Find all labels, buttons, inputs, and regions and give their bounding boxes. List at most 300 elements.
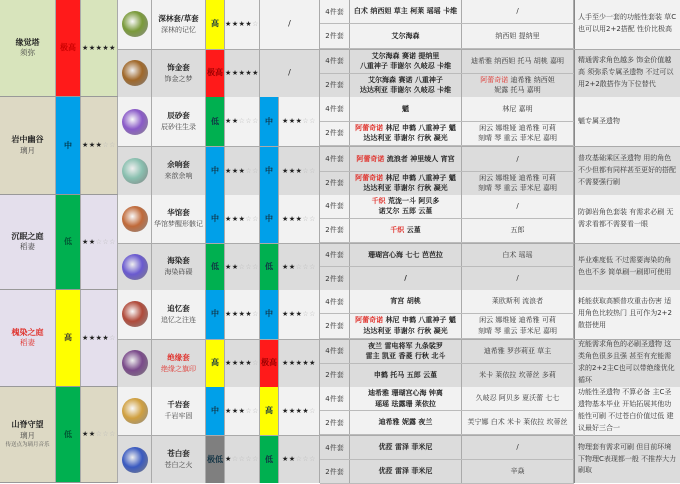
alt-characters [462, 147, 574, 171]
character-line [476, 393, 560, 404]
domain-name: 缘觉塔 [15, 37, 40, 47]
set-rating [225, 244, 260, 291]
star-icon: ★ [295, 406, 303, 415]
character-line [366, 351, 446, 362]
artifact-icon [118, 0, 152, 49]
flower-icon [122, 109, 148, 135]
set-name-cell [152, 290, 206, 339]
character-line [355, 123, 456, 134]
character-line [404, 273, 407, 284]
set-value-badge: 中 [206, 147, 225, 195]
best-characters [350, 267, 462, 290]
star-icon: ★ [231, 310, 239, 319]
alt-characters [462, 364, 574, 387]
character-names: 流浪者 神里绫人 宵宫 [386, 154, 455, 163]
piece-row [320, 267, 574, 291]
character-names: 五郎 [510, 225, 525, 234]
star-icon: ★ [288, 262, 296, 271]
character-line [511, 466, 525, 477]
star-icon: ★ [225, 166, 232, 175]
character-names: 诺艾尔 五郎 云堇 [378, 207, 433, 216]
set-full-name: 深林的记忆 [161, 25, 196, 34]
set-value-badge: 高 [206, 340, 225, 388]
piece-count: 2件套 [320, 364, 350, 387]
alt-characters [462, 267, 574, 290]
piece-count: 4件套 [320, 340, 350, 363]
piece-count: 4件套 [320, 290, 350, 313]
artifact-set-row [118, 435, 680, 483]
star-icon: ★ [82, 237, 89, 246]
highlight-character: 阿蕾奇诺 [480, 75, 509, 84]
piece-count: 2件套 [320, 411, 350, 434]
set-value-badge: 中 [206, 195, 225, 243]
set-short-name: 千岩套 [167, 400, 190, 410]
character-line [480, 75, 554, 86]
character-names: / [516, 202, 519, 211]
set-short-name: 余响套 [167, 160, 190, 170]
set-rating-2 [279, 147, 320, 195]
flower-icon [122, 301, 148, 327]
set-stars [225, 19, 259, 29]
star-icon: ★ [82, 141, 89, 150]
character-line [402, 104, 409, 115]
set-value-badge-2: 极高 [260, 340, 279, 388]
set-short-name: 海染套 [167, 256, 190, 266]
set-value-badge-2: 中 [260, 147, 279, 195]
star-icon: ★ [282, 262, 289, 271]
character-names: 纳西妲 提纳里 [495, 31, 540, 40]
character-names: 瑶瑶 珐露珊 莱依拉 [375, 399, 436, 408]
piece-row [320, 195, 574, 219]
star-icon: ★ [95, 43, 103, 52]
set-value-badge: 低 [206, 244, 225, 291]
set-stars [225, 454, 259, 464]
domain-value-badge: 低 [56, 195, 81, 289]
set-short-name: 绝缘套 [167, 352, 190, 362]
character-line [379, 466, 433, 477]
star-icon: ★ [238, 20, 246, 29]
best-characters [350, 340, 462, 363]
set-short-name: 苍白套 [167, 448, 190, 458]
best-characters [350, 50, 462, 73]
domain-name-cell [0, 0, 56, 96]
domain-stars [82, 140, 116, 150]
star-icon: ☆ [245, 262, 253, 271]
set-value-badge-2: 中 [260, 290, 279, 339]
star-icon: ☆ [295, 262, 303, 271]
alt-characters [462, 74, 574, 97]
star-icon: ★ [282, 406, 289, 415]
character-names: 云堇 [406, 225, 421, 234]
set-stars [225, 358, 259, 368]
star-icon: ☆ [309, 455, 316, 464]
character-names: 迪希雅 珊瑚宫心海 钟离 [368, 389, 443, 397]
set-comment: 耗能获取高额普攻重击伤害 适用角色比较热门 且可作为2+2散搭使用 [574, 290, 680, 339]
character-line [479, 173, 556, 184]
character-line [390, 296, 420, 307]
artifact-icon [118, 97, 152, 146]
piece-row [320, 290, 574, 314]
best-characters [350, 97, 462, 121]
star-icon: ★ [238, 406, 246, 415]
piece-row [320, 314, 574, 338]
set-stars-2 [282, 454, 316, 464]
star-icon: ★ [288, 214, 296, 223]
set-value-badge: 低 [206, 97, 225, 146]
set-rating-2 [279, 195, 320, 243]
domain-region: 稻妻 [20, 242, 35, 252]
alt-characters [462, 122, 574, 146]
domain-name-cell [0, 97, 56, 194]
star-icon: ★ [238, 359, 246, 368]
character-names: 芙宁娜 白术 米卡 莱依拉 坎蒂丝 [467, 418, 568, 427]
set-rating [225, 290, 260, 339]
star-icon: ★ [88, 43, 96, 52]
star-icon: ☆ [252, 310, 259, 319]
star-icon: ☆ [245, 214, 253, 223]
star-icon: ☆ [245, 455, 253, 464]
domain-row [0, 195, 680, 290]
star-icon: ☆ [109, 333, 116, 342]
artifact-icon [118, 387, 152, 435]
character-names: 刻晴 琴 重云 菲米尼 嘉明 [478, 134, 557, 143]
character-line [516, 154, 518, 165]
piece-count: 4件套 [320, 0, 350, 23]
set-rating-2 [279, 436, 320, 483]
best-characters [350, 195, 462, 218]
character-line [355, 315, 456, 326]
domain-row [0, 387, 680, 483]
flower-icon [122, 398, 148, 424]
set-full-name: 苍白之火 [164, 460, 193, 469]
character-line [516, 273, 518, 284]
character-names: 林尼 申鹤 八重神子 魈 [385, 173, 456, 182]
domain-stars [82, 333, 116, 343]
star-icon: ★ [288, 455, 296, 464]
piece-row [320, 460, 574, 484]
flower-icon [122, 447, 148, 473]
set-stars-2 [282, 309, 316, 319]
star-icon: ★ [282, 117, 289, 126]
character-line [368, 250, 443, 261]
star-icon: ★ [231, 262, 239, 271]
star-icon: ★ [231, 359, 239, 368]
star-icon: ☆ [302, 455, 310, 464]
star-icon: ★ [82, 430, 89, 439]
set-short-name: 华馆套 [167, 208, 190, 218]
star-icon: ★ [245, 359, 253, 368]
character-names: 艾尔海森 赛诺 八重神子 [368, 75, 443, 84]
domain-row [0, 290, 680, 387]
piece-row [320, 0, 574, 24]
character-names: 迪希雅 纳西妲 [510, 75, 555, 84]
domain-row [0, 97, 680, 195]
best-characters [350, 314, 462, 337]
character-line [471, 56, 564, 67]
character-names: 优菈 雷泽 菲米尼 [378, 443, 433, 452]
piece-count: 4件套 [320, 436, 350, 459]
character-line [363, 326, 447, 337]
star-icon: ★ [231, 214, 239, 223]
alt-characters [462, 460, 574, 483]
piece-count: 4件套 [320, 50, 350, 73]
piece-row [320, 411, 574, 435]
character-line [355, 173, 456, 184]
star-icon: ☆ [302, 214, 310, 223]
alt-characters [462, 387, 574, 410]
star-icon: ☆ [309, 166, 316, 175]
character-names: 闲云 娜维娅 迪希雅 可莉 [479, 173, 556, 182]
character-line [356, 154, 454, 165]
star-icon: ★ [225, 359, 232, 368]
artifact-set-row [118, 339, 680, 388]
set-rating [225, 0, 260, 49]
set-rating [225, 195, 260, 243]
set-comment: 功能性圣遗物 不算必备 主C圣遗物基本毕业 开始拓展其他功能性可刷 不过苍白价值过低 建议最好三合一 [574, 387, 680, 435]
alt-characters [462, 219, 574, 242]
domain-rating [81, 195, 118, 289]
domain-stars [82, 43, 116, 53]
character-names: / [404, 274, 407, 283]
star-icon: ★ [245, 310, 253, 319]
star-icon: ★ [225, 214, 232, 223]
star-icon: ☆ [245, 117, 253, 126]
star-icon: ★ [102, 333, 110, 342]
alt-characters [462, 290, 574, 313]
character-line [390, 225, 420, 236]
set-rating [225, 387, 260, 435]
character-names: 达达利亚 菲谢尔 行秋 凝光 [363, 184, 448, 193]
star-icon: ☆ [238, 262, 246, 271]
set-value-badge-2: 低 [260, 436, 279, 483]
piece-count: 2件套 [320, 172, 350, 196]
domain-region: 璃月 [20, 430, 35, 440]
character-line [374, 370, 437, 381]
piece-row [320, 74, 574, 98]
star-icon: ☆ [252, 406, 259, 415]
set-stars [225, 68, 259, 78]
star-icon: ★ [95, 333, 103, 342]
set-name-cell [152, 244, 206, 291]
character-line [368, 388, 443, 399]
domain-name: 槐染之庭 [11, 327, 44, 337]
artifact-icon [118, 436, 152, 483]
alt-characters [462, 436, 574, 459]
character-line [516, 201, 518, 212]
set-value-badge: 极低 [206, 436, 225, 483]
set-full-name: 来歆余响 [164, 172, 193, 181]
highlight-character: 千织 [371, 196, 386, 205]
set-comment: 充能需求角色的必刷圣遗物 这类角色很多且强 甚至有充能需求的2+2主C也可以带绝缘优化循环 [574, 340, 680, 388]
character-line [392, 31, 420, 42]
star-icon: ★ [238, 310, 246, 319]
set-full-name: 追忆之注连 [161, 315, 196, 324]
character-line [484, 346, 551, 357]
character-names: 迪希雅 罗莎莉亚 草主 [483, 346, 552, 355]
star-icon: ☆ [302, 166, 310, 175]
star-icon: ★ [282, 359, 289, 368]
set-short-name: 深林套/草套 [158, 13, 199, 23]
character-line [502, 104, 532, 115]
flower-icon [122, 206, 148, 232]
star-icon: ★ [102, 43, 110, 52]
set-comment: 防御岩角色套装 有需求必刷 无需求看都不需要看一眼 [574, 195, 680, 243]
domain-name: 沉眠之庭 [11, 231, 44, 241]
highlight-character: 阿蕾奇诺 [355, 173, 384, 182]
star-icon: ☆ [95, 237, 103, 246]
set-stars [225, 214, 259, 224]
star-icon: ☆ [252, 166, 259, 175]
piece-row [320, 147, 574, 172]
star-icon: ★ [231, 117, 239, 126]
star-icon: ★ [282, 455, 289, 464]
set-rating [225, 50, 260, 98]
star-icon: ★ [231, 406, 239, 415]
highlight-character: 千织 [390, 225, 405, 234]
character-line [478, 133, 557, 144]
set-value-badge: 中 [206, 387, 225, 435]
star-icon: ☆ [252, 359, 259, 368]
set-rating [225, 340, 260, 388]
character-line [492, 296, 543, 307]
piece-row [320, 387, 574, 411]
artifact-icon [118, 50, 152, 98]
star-icon: ☆ [102, 430, 110, 439]
star-icon: ★ [282, 310, 289, 319]
star-icon: ★ [95, 141, 103, 150]
set-stars [225, 116, 259, 126]
set-stars [225, 309, 259, 319]
piece-count: 2件套 [320, 122, 350, 146]
star-icon: ★ [252, 69, 259, 78]
character-names: 艾尔海森 赛诺 提纳里 [371, 51, 440, 60]
character-line [516, 442, 518, 453]
alt-characters [462, 97, 574, 121]
set-name-cell [152, 436, 206, 483]
set-comment: 人手至少一套的功能性套装 草C也可以用2+2搭配 性价比极高 [574, 0, 680, 49]
artifact-set-row [118, 146, 680, 195]
star-icon: ★ [288, 359, 296, 368]
domain-stars [82, 237, 116, 247]
set-rating-2 [279, 244, 320, 291]
set-stars [225, 166, 259, 176]
star-icon: ☆ [245, 406, 253, 415]
character-names: 八重神子 菲谢尔 久岐忍 卡维 [359, 62, 452, 71]
character-line [368, 75, 443, 86]
set-comment: 物理套有需求可刷 但目前环境下物理C表现都一般 不推荐大力刷取 [574, 436, 680, 483]
star-icon: ★ [238, 69, 246, 78]
piece-row [320, 122, 574, 147]
star-icon: ★ [288, 310, 296, 319]
character-line [360, 61, 451, 72]
domain-rating [81, 97, 118, 194]
flower-icon [122, 60, 148, 86]
star-icon: ☆ [231, 455, 239, 464]
artifact-icon [118, 195, 152, 243]
character-names: 刻晴 琴 重云 菲米尼 嘉明 [478, 184, 557, 193]
star-icon: ★ [225, 406, 232, 415]
character-names: 珊瑚宫心海 七七 芭芭拉 [368, 250, 443, 259]
character-names: 迪希雅 妮露 夜兰 [378, 418, 433, 427]
star-icon: ★ [288, 117, 296, 126]
set-full-name: 辰砂往生录 [161, 122, 196, 131]
star-icon: ★ [245, 20, 253, 29]
star-icon: ★ [309, 359, 316, 368]
star-icon: ☆ [245, 166, 253, 175]
set-rating-2 [279, 387, 320, 435]
character-line [363, 183, 447, 194]
piece-count: 2件套 [320, 314, 350, 337]
set-comment: 魈专属圣遗物 [574, 97, 680, 146]
character-names: 闲云 娜维娅 迪希雅 可莉 [479, 123, 556, 132]
character-names: 达达利亚 菲谢尔 行秋 凝光 [363, 134, 448, 143]
set-short-name: 辰砂套 [167, 110, 190, 120]
piece-row [320, 172, 574, 197]
character-line [354, 6, 457, 17]
star-icon: ☆ [102, 237, 110, 246]
character-names: 辛焱 [510, 467, 525, 476]
character-names: 宵宫 胡桃 [390, 297, 421, 306]
artifact-set-row [118, 243, 680, 291]
character-names: 雷主 凯亚 香菱 行秋 北斗 [365, 352, 446, 361]
set-name-cell [152, 387, 206, 435]
set-value-badge-2: 低 [260, 244, 279, 291]
best-characters [350, 460, 462, 483]
character-line [360, 85, 451, 96]
character-names: 艾尔海森 [391, 31, 420, 40]
artifact-set-row [118, 49, 680, 98]
piece-count: 2件套 [320, 219, 350, 242]
artifact-icon [118, 147, 152, 195]
domain-name-cell [0, 195, 56, 289]
star-icon: ★ [88, 333, 96, 342]
character-line [375, 399, 436, 410]
character-names: 白术 纳西妲 草主 柯莱 瑶瑶 卡维 [353, 7, 458, 16]
set-stars-2 [282, 214, 316, 224]
star-icon: ★ [231, 166, 239, 175]
highlight-character: 阿蕾奇诺 [355, 123, 384, 132]
star-icon: ★ [88, 237, 96, 246]
star-icon: ★ [302, 406, 310, 415]
domain-name-cell [0, 387, 56, 482]
set-name-cell [152, 340, 206, 388]
star-icon: ★ [231, 20, 239, 29]
star-icon: ☆ [252, 455, 259, 464]
artifact-set-row [118, 290, 680, 339]
star-icon: ★ [225, 117, 232, 126]
set-name-cell [152, 50, 206, 98]
character-names: 米卡 莱依拉 坎蒂丝 多莉 [479, 371, 556, 380]
character-names: / [516, 443, 519, 452]
domain-value-badge: 高 [56, 290, 81, 386]
character-line [363, 133, 447, 144]
flower-icon [122, 350, 148, 376]
best-characters [350, 74, 462, 97]
domain-name: 山脊守望 [11, 420, 44, 430]
character-line [479, 123, 556, 134]
piece-count: 4件套 [320, 147, 350, 171]
character-line [479, 315, 556, 326]
set-value-badge-2: 中 [260, 195, 279, 243]
best-characters [350, 147, 462, 171]
character-line [372, 196, 440, 207]
character-names: 达达利亚 菲谢尔 久岐忍 卡维 [359, 86, 452, 95]
alt-characters [462, 314, 574, 337]
character-names: 久岐忍 阿贝多 夏沃蕾 七七 [475, 394, 560, 403]
domain-rating [81, 290, 118, 386]
best-characters [350, 411, 462, 434]
set-rating [225, 97, 260, 146]
